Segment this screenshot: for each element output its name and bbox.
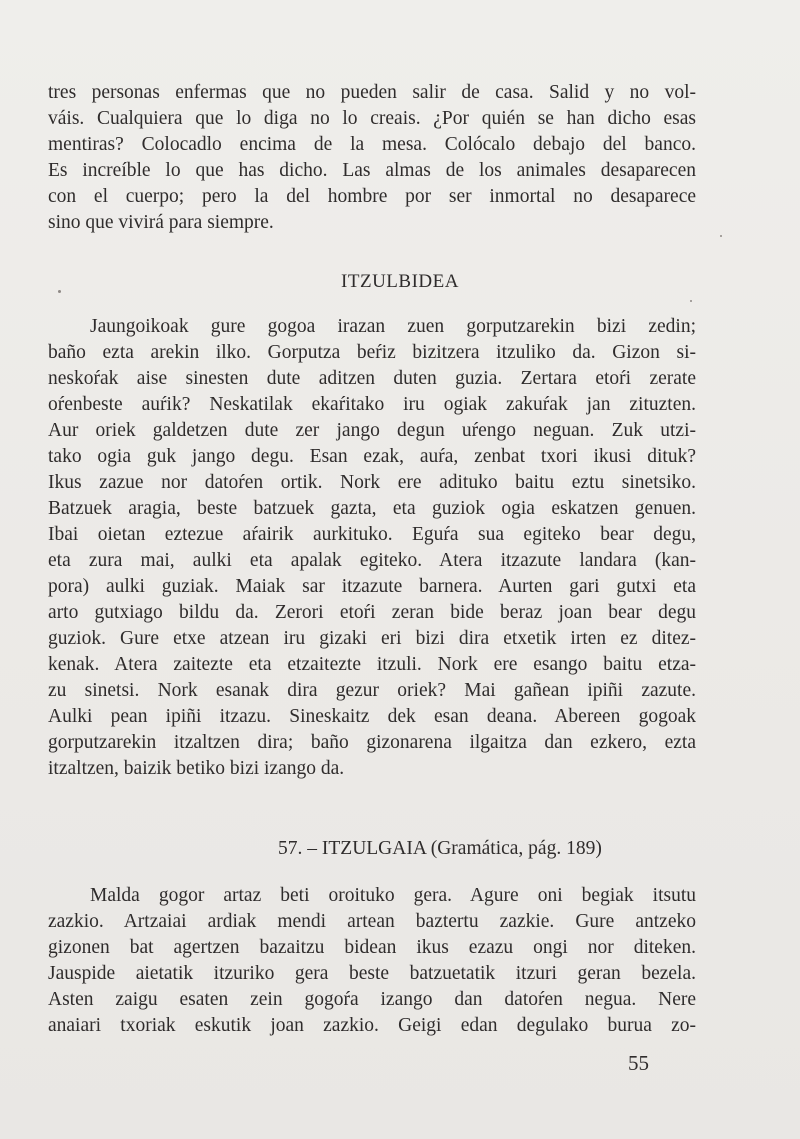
para1-line: váis. Cualquiera que lo diga no lo creais. ¿Por quién se han dicho esas: [48, 108, 696, 129]
para1-line: con el cuerpo; pero la del hombre por ser inmortal no desaparece: [48, 186, 696, 207]
para2-line: Aulki pean ipiñi itzazu. Sineskaitz dek esan deana. Abereen gogoak: [48, 706, 696, 727]
para2-line: Jaungoikoak gure gogoa irazan zuen gorputzarekin bizi zedin;: [90, 316, 696, 337]
para2-line: Aur oriek galdetzen dute zer jango degun uŕengo neguan. Zuk utzi-: [48, 420, 696, 441]
para2-line: neskoŕak aise sinesten dute aditzen duten guzia. Zertara etoŕi zerate: [48, 368, 696, 389]
para3-line: anaiari txoriak eskutik joan zazkio. Geigi edan degulako burua zo-: [48, 1015, 696, 1036]
para2-line: gorputzarekin itzaltzen dira; baño gizonarena ilgaitza dan ezkero, ezta: [48, 732, 696, 753]
paper-speck: [720, 235, 722, 237]
section-heading-itzulbidea: ITZULBIDEA: [341, 271, 459, 292]
para3-line: Jauspide aietatik itzuriko gera beste batzuetatik itzuri geran bezela.: [48, 963, 696, 984]
para1-line: Es increíble lo que has dicho. Las almas de los animales desaparecen: [48, 160, 696, 181]
para2-line: tako ogia guk jango degu. Esan ezak, auŕa, zenbat txori ikusi dituk?: [48, 446, 696, 467]
para3-line: gizonen bat agertzen bazaitzu bidean ikus ezazu ongi nor diteken.: [48, 937, 696, 958]
para1-line: tres personas enfermas que no pueden salir de casa. Salid y no vol-: [48, 82, 696, 103]
para2-line: baño ezta arekin ilko. Gorputza beŕiz bizitzera itzuliko da. Gizon si-: [48, 342, 696, 363]
para3-line: Asten zaigu esaten zein gogoŕa izango dan datoŕen negua. Nere: [48, 989, 696, 1010]
para2-line: itzaltzen, baizik betiko bizi izango da.: [48, 758, 345, 779]
paper-speck: [58, 290, 61, 293]
para2-line: arto gutxiago bildu da. Zerori etoŕi zeran bide beraz joan bear degu: [48, 602, 696, 623]
para2-line: eta zura mai, aulki eta apalak egiteko. Atera itzazute landara (kan-: [48, 550, 696, 571]
page-number: 55: [628, 1051, 649, 1075]
para2-line: Batzuek aragia, beste batzuek gazta, eta guziok ogia eskatzen genuen.: [48, 498, 696, 519]
paper-speck: [690, 300, 692, 302]
para2-line: oŕenbeste auŕik? Neskatilak ekaŕitako iru ogiak zakuŕak jan zituzten.: [48, 394, 696, 415]
exercise-heading: 57. – ITZULGAIA (Gramática, pág. 189): [278, 838, 602, 859]
para2-line: Ibai oietan eztezue aŕairik aurkituko. Eguŕa sua egiteko bear degu,: [48, 524, 696, 545]
para2-line: kenak. Atera zaitezte eta etzaitezte itzuli. Nork ere esango baitu etza-: [48, 654, 696, 675]
para3-line: Malda gogor artaz beti oroituko gera. Agure oni begiak itsutu: [90, 885, 696, 906]
para3-line: zazkio. Artzaiai ardiak mendi artean baztertu zazkie. Gure antzeko: [48, 911, 696, 932]
para2-line: guziok. Gure etxe atzean iru gizaki eri bizi dira etxetik irten ez ditez-: [48, 628, 696, 649]
para2-line: zu sinetsi. Nork esanak dira gezur oriek? Mai gañean ipiñi zazute.: [48, 680, 696, 701]
para2-line: pora) aulki guziak. Maiak sar itzazute barnera. Aurten gari gutxi eta: [48, 576, 696, 597]
para1-line: sino que vivirá para siempre.: [48, 212, 274, 233]
para1-line: mentiras? Colocadlo encima de la mesa. Colócalo debajo del banco.: [48, 134, 696, 155]
para2-line: Ikus zazue nor datoŕen ortik. Nork ere adituko baitu eztu sinetsiko.: [48, 472, 696, 493]
